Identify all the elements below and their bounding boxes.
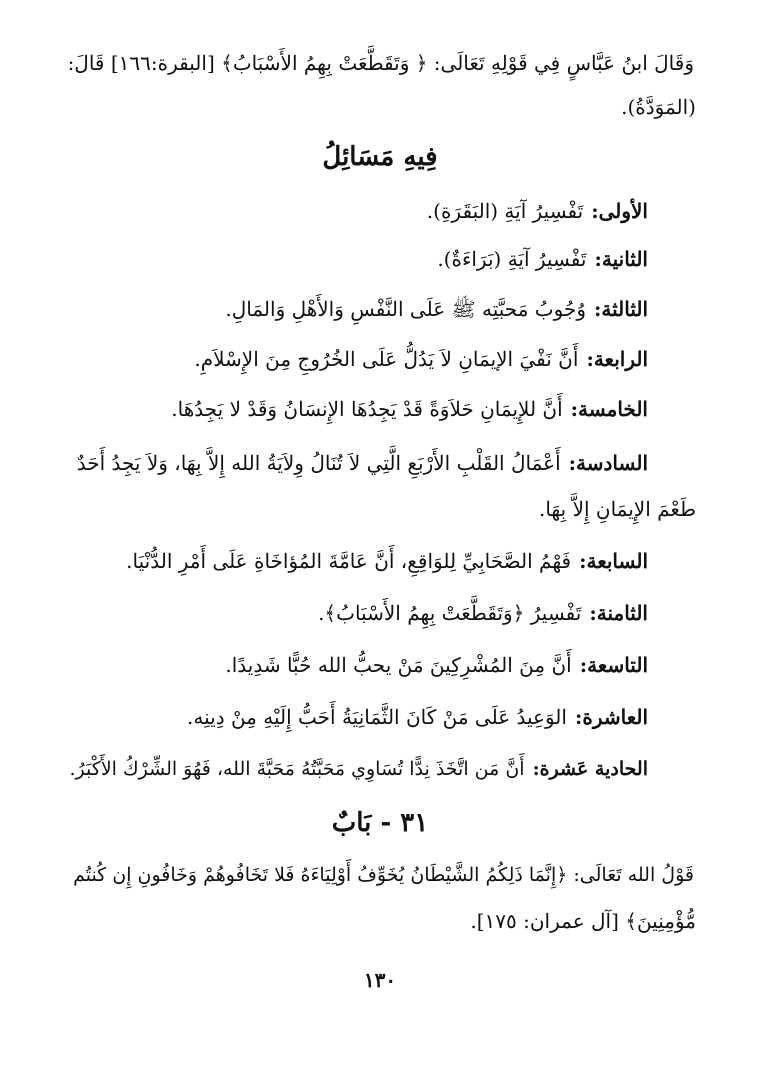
issue-4 — [60, 344, 648, 374]
issue-6 — [60, 448, 648, 478]
issue-6-continuation: طَعْمَ الإِيمَانِ إِلاَّ بِهَا. — [538, 497, 696, 521]
issue-text: فَهْمُ الصَّحَابِيِّ لِلوَاقِعِ، أَنَّ عَامَّةَ المُؤاخَاةِ عَلَى أَمْرِ الدُّنْيَا. — [126, 549, 572, 573]
page-number: ١٣٠ — [363, 968, 397, 992]
issue-text: أَنَّ مَن اتَّخَذَ نِدًّا تُسَاوِي مَحَبَّتُهُ مَحَبَّةَ الله، فَهُوَ الشِّرْكُ الأَكْبَرُ. — [69, 758, 525, 780]
issue-label: السابعة: — [579, 549, 648, 573]
issue-label: الحادية عَشرة: — [532, 758, 648, 780]
issue-label: الثانية: — [594, 247, 648, 271]
issue-8 — [60, 598, 648, 628]
issue-text: تَفْسِيرُ آيَةِ (البَقَرَةِ). — [426, 199, 584, 223]
issue-label: الأولى: — [591, 199, 648, 223]
section-heading: فِيهِ مَسَائِلُ — [322, 142, 438, 172]
issue-label: السادسة: — [568, 451, 648, 475]
intro-line-1: وَقَالَ ابنُ عَبَّاسٍ فِي قَوْلِهِ تَعَالَى: ﴿ وَتَقَطَّعَتْ بِهِمُ الأَسْبَابُ﴾ [البقرة:١٦٦] قَالَ: — [67, 51, 694, 75]
issue-text: أَنَّ مِنَ المُشْرِكِينَ مَنْ يحبُّ الله حُبًّا شَدِيدًا. — [225, 653, 572, 677]
issue-text: أَنَّ للإِيمَانِ حَلاَوَةً قَدْ يَجِدُهَا الإِنسَانُ وَقَدْ لا يَجِدُهَا. — [171, 397, 563, 421]
issue-9 — [60, 650, 648, 680]
issue-label: الرابعة: — [586, 347, 648, 371]
issue-label: الثامنة: — [589, 601, 648, 625]
issue-5 — [60, 394, 648, 424]
issue-1 — [60, 196, 648, 226]
issue-text: الوَعِيدُ عَلَى مَنْ كَانَ الثَّمَانِيَةُ أَحَبُّ إِلَيْهِ مِنْ دِينِه. — [187, 705, 567, 729]
issue-7 — [60, 546, 648, 576]
issue-11 — [60, 754, 648, 784]
intro-line-2: (المَوَدَّةُ). — [621, 95, 696, 119]
issue-label: الثالثة: — [593, 297, 648, 321]
issue-3 — [60, 294, 648, 324]
issue-text: وُجُوبُ مَحبَّتِه ﷺ عَلَى النَّفْسِ وَالأَهْلِ وَالمَالِ. — [225, 297, 586, 321]
issue-label: التاسعة: — [579, 653, 648, 677]
issue-label: العاشرة: — [574, 705, 648, 729]
chapter-heading: ٣١ - بَابٌ — [331, 808, 429, 838]
verse-line-2: مُّؤْمِنِينَ﴾ [آل عمران: ١٧٥]. — [470, 909, 696, 933]
issue-text: أَنَّ نَفْيَ الإيمَانِ لاَ يَدُلُّ عَلَى الخُرُوجِ مِنَ الإِسْلاَمِ. — [194, 347, 579, 371]
issue-text: أَعْمَالُ القَلْبِ الأَرْبَعِ الَّتِي لاَ تُنَالُ وِلاَيَةُ الله إِلاَّ بِهَا، وَلاَ يَجِدُ أَحَدٌ — [76, 451, 561, 475]
issue-label: الخامسة: — [570, 397, 648, 421]
issue-2 — [60, 244, 648, 274]
verse-line-1: قَوْلُ الله تَعَالَى: ﴿إِنَّمَا ذَلِكُمُ الشَّيْطَانُ يُخَوِّفُ أَوْلِيَاءَهُ فَلا تَخَافُوهُمْ وَخَافُونِ إِن كُنتُم — [73, 864, 694, 886]
issue-10 — [60, 702, 648, 732]
issue-text: تَفْسِيرُ آيَةِ (بَرَاءَةٌ). — [437, 247, 587, 271]
issue-text: تَفْسِيرُ ﴿وَتَقَطَّعَتْ بِهِمُ الأَسْبَابُ﴾. — [318, 601, 582, 625]
